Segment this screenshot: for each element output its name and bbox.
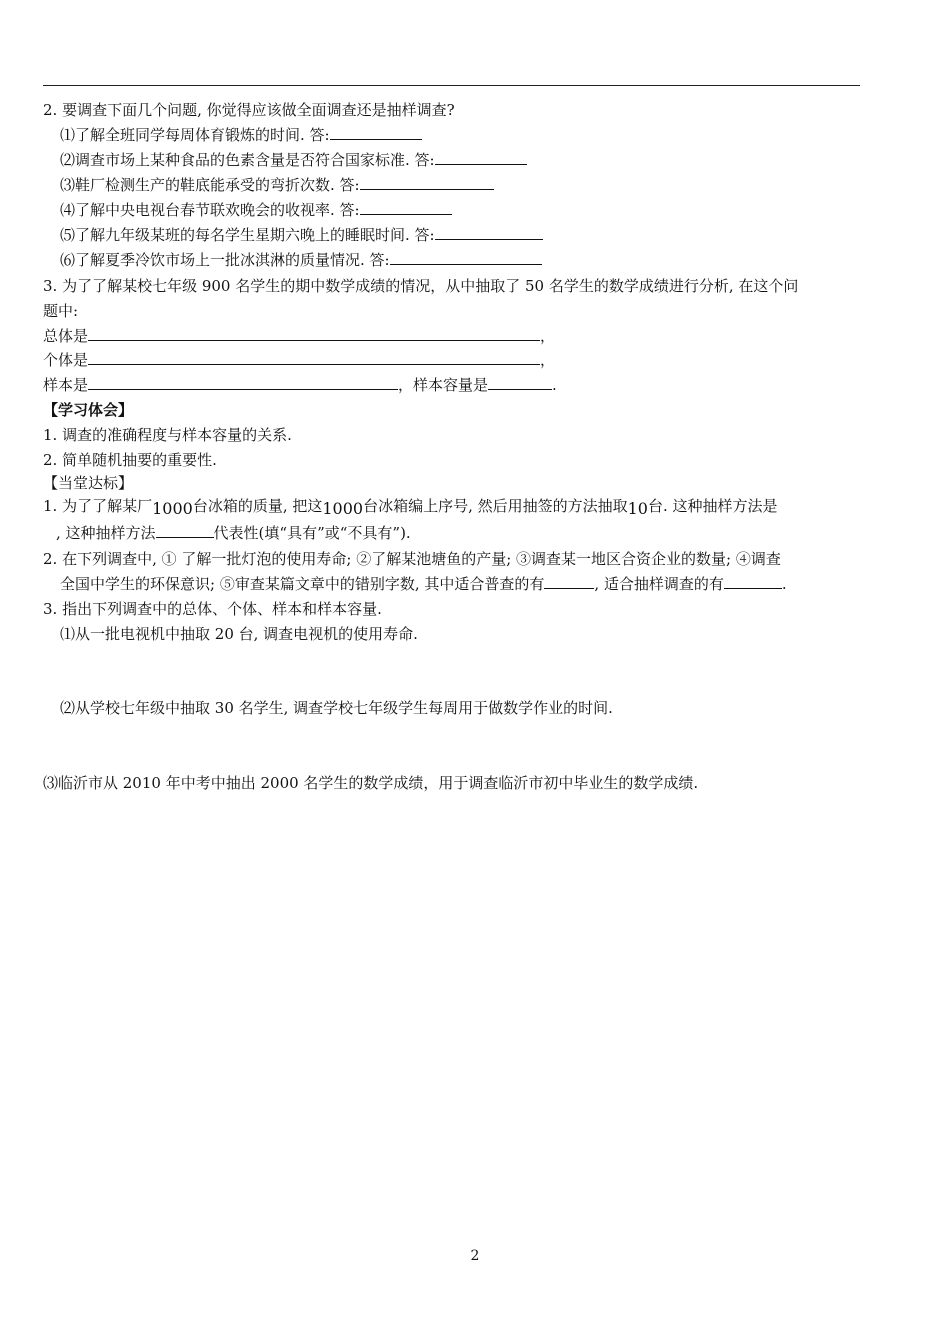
answer-blank[interactable]: [360, 200, 452, 215]
q2-item-1: ⑴了解全班同学每周体育锻炼的时间. 答:: [60, 125, 422, 145]
header-rule: [43, 85, 860, 86]
test-1-line-1: 1. 为了了解某厂1000台冰箱的质量, 把这1000台冰箱编上序号, 然后用抽签的方法抽取10台. 这种抽样方法是: [43, 497, 778, 518]
q3-line-1: 3. 为了了解某校七年级 900 名学生的期中数学成绩的情况，从中抽取了 50 名学生的数学成绩进行分析, 在这个问: [43, 277, 799, 295]
section-heading-experience: 【学习体会】: [43, 401, 134, 419]
q3-line-2: 题中:: [43, 302, 79, 320]
sample-blank[interactable]: [88, 375, 398, 390]
section-heading-test: 【当堂达标】: [43, 474, 134, 492]
page-number: 2: [470, 1248, 480, 1264]
test-3-item-3: ⑶临沂市从 2010 年中考中抽出 2000 名学生的数学成绩，用于调查临沂市初中毕业生的数学成绩.: [43, 774, 699, 792]
q2-title: 2. 要调查下面几个问题, 你觉得应该做全面调查还是抽样调查?: [43, 101, 455, 119]
sampling-blank[interactable]: [724, 574, 782, 589]
q3-total: 总体是 ，: [43, 327, 556, 345]
answer-blank[interactable]: [390, 250, 542, 265]
q2-item-3: ⑶鞋厂检测生产的鞋底能承受的弯折次数. 答:: [60, 175, 494, 195]
q2-item-2: ⑵调查市场上某种食品的色素含量是否符合国家标准. 答:: [60, 150, 527, 170]
test-2-line-2: 全国中学生的环保意识; ⑤审查某篇文章中的错别字数, 其中适合普查的有 , 适合抽样调查的有 .: [60, 575, 787, 593]
q3-individual: 个体是 ，: [43, 351, 556, 369]
answer-blank[interactable]: [435, 225, 543, 240]
test-1-line-2: , 这种抽样方法 代表性(填“具有”或“不具有”).: [56, 524, 411, 542]
answer-blank[interactable]: [435, 150, 527, 165]
q3-sample: 样本是 ，样本容量是 .: [43, 376, 557, 394]
test-3-item-2: ⑵从学校七年级中抽取 30 名学生, 调查学校七年级学生每周用于做数学作业的时间.: [60, 699, 613, 717]
individual-blank[interactable]: [88, 350, 540, 365]
test-3-item-1: ⑴从一批电视机中抽取 20 台, 调查电视机的使用寿命.: [60, 625, 418, 643]
representative-blank[interactable]: [156, 523, 214, 538]
q2-item-5: ⑸了解九年级某班的每名学生星期六晚上的睡眠时间. 答:: [60, 225, 543, 245]
answer-blank[interactable]: [330, 125, 422, 140]
experience-item-1: 1. 调查的准确程度与样本容量的关系.: [43, 426, 292, 444]
test-2-line-1: 2. 在下列调查中, ① 了解一批灯泡的使用寿命; ②了解某池塘鱼的产量; ③调查某一地区合资企业的数量; ④调查: [43, 550, 781, 568]
answer-blank[interactable]: [360, 175, 494, 190]
test-3-title: 3. 指出下列调查中的总体、个体、样本和样本容量.: [43, 600, 382, 618]
sample-size-blank[interactable]: [488, 375, 552, 390]
census-blank[interactable]: [544, 574, 594, 589]
q2-item-4: ⑷了解中央电视台春节联欢晚会的收视率. 答:: [60, 200, 452, 220]
experience-item-2: 2. 简单随机抽要的重要性.: [43, 451, 217, 469]
total-blank[interactable]: [88, 326, 540, 341]
q2-item-6: ⑹了解夏季冷饮市场上一批冰淇淋的质量情况. 答:: [60, 250, 542, 270]
